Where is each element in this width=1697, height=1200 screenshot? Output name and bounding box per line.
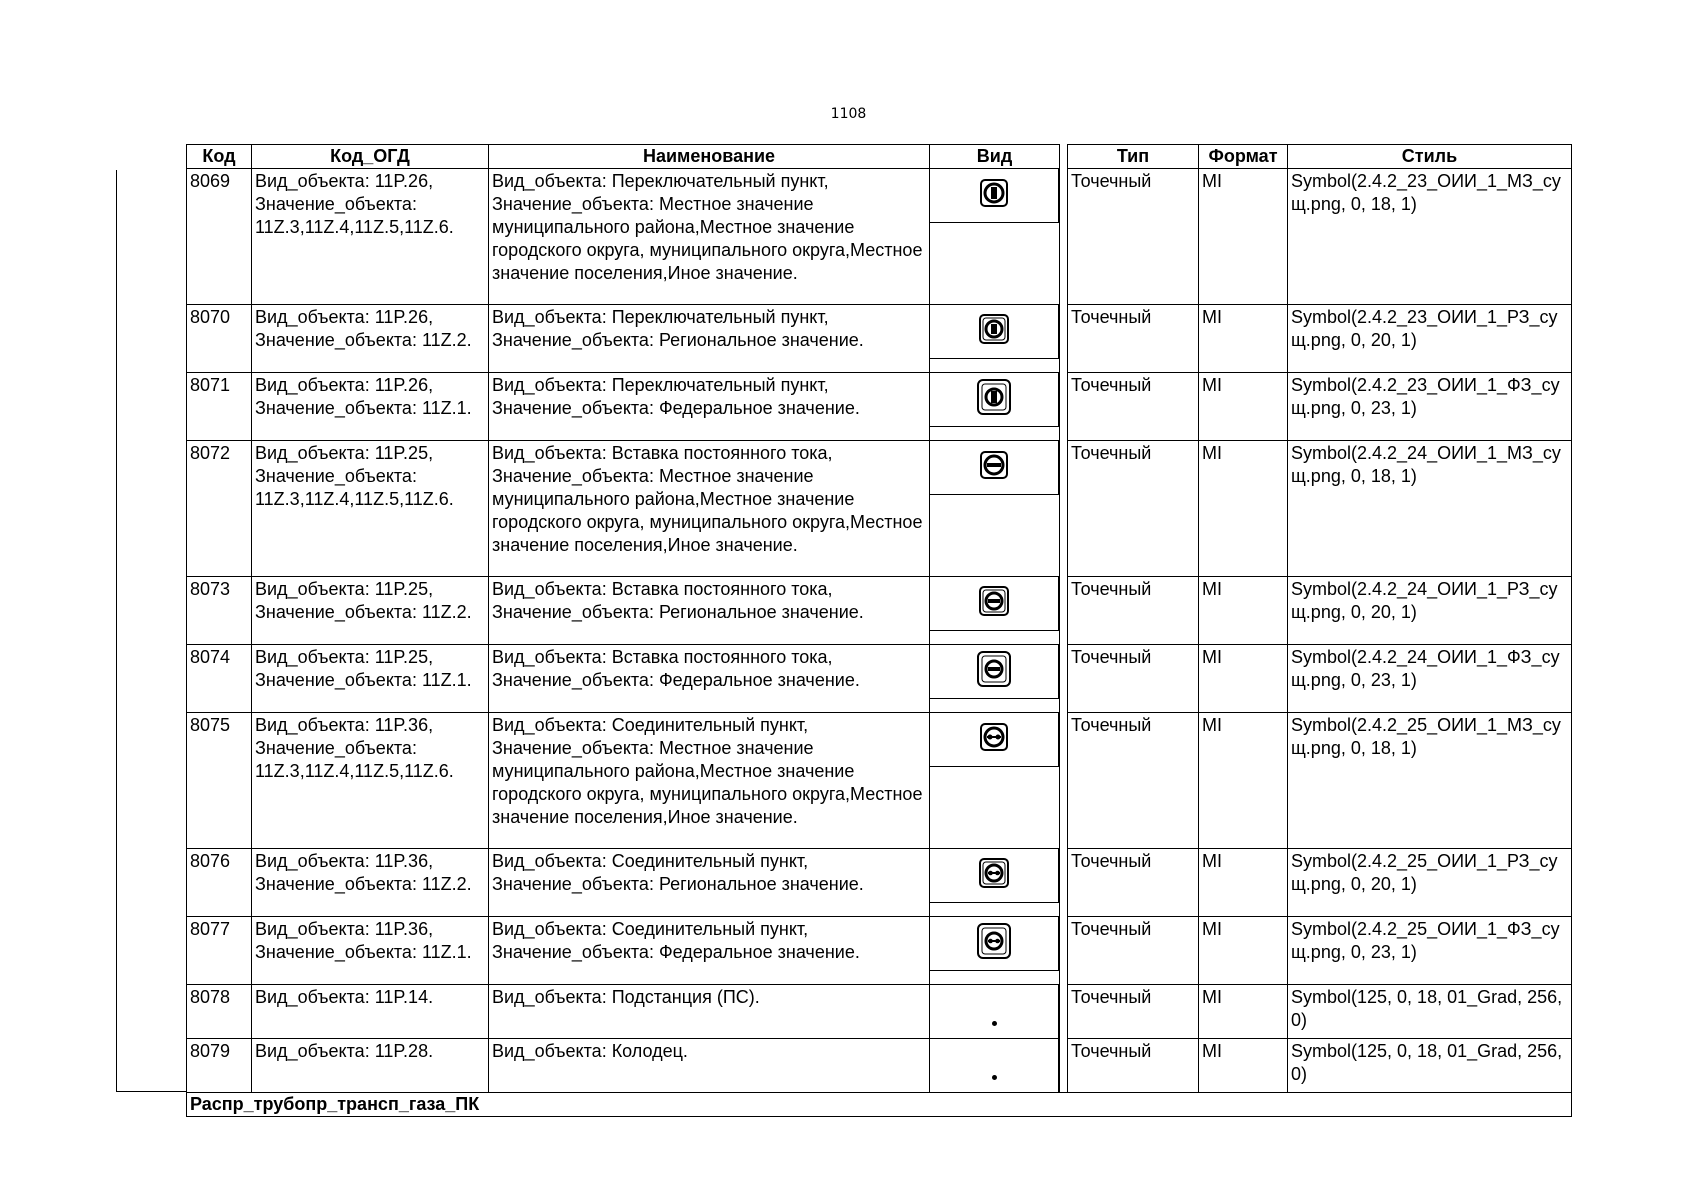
cell-type: Точечный	[1068, 169, 1199, 305]
cell-style: Symbol(125, 0, 18, 01_Grad, 256, 0)	[1288, 985, 1572, 1039]
cell-name: Вид_объекта: Переключательный пункт, Значение_объекта: Местное значение муниципального района,Местное значение городского округа, муниципального округа,Местное значение поселения,Иное значение.	[489, 169, 930, 305]
table-header-row	[187, 145, 1572, 169]
header-gap	[1060, 145, 1068, 169]
dc-insert-icon	[976, 650, 1012, 694]
cell-type: Точечный	[1068, 713, 1199, 849]
table-row	[187, 645, 1572, 713]
cell-style: Symbol(2.4.2_25_ОИИ_1_РЗ_сущ.png, 0, 20, 1)	[1288, 849, 1572, 917]
cell-type: Точечный	[1068, 645, 1199, 713]
cell-ogd: Вид_объекта: 11P.14.	[252, 985, 489, 1039]
cell-type: Точечный	[1068, 373, 1199, 441]
cell-format: MI	[1199, 441, 1288, 577]
header-name: Наименование	[489, 145, 930, 169]
symbol-table	[186, 144, 1572, 1117]
cell-type: Точечный	[1068, 1039, 1199, 1093]
cell-name: Вид_объекта: Подстанция (ПС).	[489, 985, 930, 1039]
table-row	[187, 373, 1572, 441]
table-row	[187, 985, 1572, 1039]
connection-point-icon	[979, 722, 1009, 758]
dot-icon	[992, 1075, 997, 1080]
cell-name: Вид_объекта: Соединительный пункт, Значение_объекта: Региональное значение.	[489, 849, 930, 917]
cell-type: Точечный	[1068, 985, 1199, 1039]
cell-name: Вид_объекта: Вставка постоянного тока, Значение_объекта: Местное значение муниципального района,Местное значение городского округа, муниципального округа,Местное значение поселения,Иное значение.	[489, 441, 930, 577]
cell-style: Symbol(2.4.2_23_ОИИ_1_РЗ_сущ.png, 0, 20, 1)	[1288, 305, 1572, 373]
cell-name: Вид_объекта: Переключательный пункт, Значение_объекта: Федеральное значение.	[489, 373, 930, 441]
cell-style: Symbol(125, 0, 18, 01_Grad, 256, 0)	[1288, 1039, 1572, 1093]
cell-format: MI	[1199, 305, 1288, 373]
cell-ogd: Вид_объекта: 11P.25, Значение_объекта: 11Z.1.	[252, 645, 489, 713]
cell-style: Symbol(2.4.2_24_ОИИ_1_РЗ_сущ.png, 0, 20, 1)	[1288, 577, 1572, 645]
cell-ogd: Вид_объекта: 11P.26, Значение_объекта: 11Z.2.	[252, 305, 489, 373]
cell-name: Вид_объекта: Колодец.	[489, 1039, 930, 1093]
cell-view	[930, 441, 1060, 577]
header-type: Тип	[1068, 145, 1199, 169]
cell-type: Точечный	[1068, 305, 1199, 373]
cell-ogd: Вид_объекта: 11P.36, Значение_объекта: 11Z.1.	[252, 917, 489, 985]
section-row	[187, 1093, 1572, 1117]
table-row	[187, 917, 1572, 985]
section-label: Распр_трубопр_трансп_газа_ПК	[187, 1093, 1572, 1117]
cell-code: 8077	[187, 917, 252, 985]
switch-point-icon	[979, 178, 1009, 214]
cell-name: Вид_объекта: Вставка постоянного тока, Значение_объекта: Региональное значение.	[489, 577, 930, 645]
cell-code: 8073	[187, 577, 252, 645]
cell-format: MI	[1199, 917, 1288, 985]
table-row	[187, 577, 1572, 645]
cell-style: Symbol(2.4.2_24_ОИИ_1_ФЗ_сущ.png, 0, 23, 1)	[1288, 645, 1572, 713]
cell-code: 8079	[187, 1039, 252, 1093]
page-number: 1108	[830, 106, 867, 122]
header-view: Вид	[930, 145, 1060, 169]
header-style: Стиль	[1288, 145, 1572, 169]
cell-ogd: Вид_объекта: 11P.28.	[252, 1039, 489, 1093]
cell-view	[930, 577, 1060, 645]
cell-style: Symbol(2.4.2_23_ОИИ_1_ФЗ_сущ.png, 0, 23, 1)	[1288, 373, 1572, 441]
left-margin-line-end	[116, 1091, 186, 1092]
cell-name: Вид_объекта: Соединительный пункт, Значение_объекта: Федеральное значение.	[489, 917, 930, 985]
cell-view	[930, 713, 1060, 849]
cell-view	[930, 1039, 1060, 1093]
left-margin-line	[116, 170, 117, 1092]
dc-insert-icon	[978, 585, 1010, 623]
cell-format: MI	[1199, 985, 1288, 1039]
table-row	[187, 713, 1572, 849]
cell-format: MI	[1199, 169, 1288, 305]
cell-format: MI	[1199, 577, 1288, 645]
table-row	[187, 305, 1572, 373]
cell-name: Вид_объекта: Переключательный пункт, Значение_объекта: Региональное значение.	[489, 305, 930, 373]
cell-type: Точечный	[1068, 849, 1199, 917]
cell-type: Точечный	[1068, 441, 1199, 577]
cell-view	[930, 373, 1060, 441]
cell-style: Symbol(2.4.2_24_ОИИ_1_МЗ_сущ.png, 0, 18, 1)	[1288, 441, 1572, 577]
cell-style: Symbol(2.4.2_25_ОИИ_1_ФЗ_сущ.png, 0, 23, 1)	[1288, 917, 1572, 985]
cell-view	[930, 917, 1060, 985]
header-code: Код	[187, 145, 252, 169]
cell-ogd: Вид_объекта: 11P.25, Значение_объекта: 11Z.2.	[252, 577, 489, 645]
cell-format: MI	[1199, 645, 1288, 713]
cell-view	[930, 305, 1060, 373]
cell-ogd: Вид_объекта: 11P.36, Значение_объекта: 11Z.2.	[252, 849, 489, 917]
cell-code: 8078	[187, 985, 252, 1039]
switch-point-icon	[976, 378, 1012, 422]
cell-style: Symbol(2.4.2_23_ОИИ_1_МЗ_сущ.png, 0, 18, 1)	[1288, 169, 1572, 305]
cell-view	[930, 849, 1060, 917]
table-row	[187, 1039, 1572, 1093]
table-row	[187, 849, 1572, 917]
cell-code: 8076	[187, 849, 252, 917]
cell-view	[930, 169, 1060, 305]
connection-point-icon	[978, 857, 1010, 895]
cell-ogd: Вид_объекта: 11P.26, Значение_объекта: 11Z.1.	[252, 373, 489, 441]
dot-icon	[992, 1021, 997, 1026]
dc-insert-icon	[979, 450, 1009, 486]
header-format: Формат	[1199, 145, 1288, 169]
cell-format: MI	[1199, 713, 1288, 849]
cell-format: MI	[1199, 1039, 1288, 1093]
cell-view	[930, 645, 1060, 713]
cell-code: 8072	[187, 441, 252, 577]
cell-type: Точечный	[1068, 917, 1199, 985]
cell-code: 8075	[187, 713, 252, 849]
cell-name: Вид_объекта: Вставка постоянного тока, Значение_объекта: Федеральное значение.	[489, 645, 930, 713]
cell-ogd: Вид_объекта: 11P.36, Значение_объекта: 11Z.3,11Z.4,11Z.5,11Z.6.	[252, 713, 489, 849]
header-ogd: Код_ОГД	[252, 145, 489, 169]
cell-code: 8074	[187, 645, 252, 713]
connection-point-icon	[976, 922, 1012, 966]
cell-type: Точечный	[1068, 577, 1199, 645]
cell-name: Вид_объекта: Соединительный пункт, Значение_объекта: Местное значение муниципального района,Местное значение городского округа, муниципального округа,Местное значение поселения,Иное значение.	[489, 713, 930, 849]
cell-ogd: Вид_объекта: 11P.25, Значение_объекта: 11Z.3,11Z.4,11Z.5,11Z.6.	[252, 441, 489, 577]
table-row	[187, 441, 1572, 577]
switch-point-icon	[978, 313, 1010, 351]
table-row	[187, 169, 1572, 305]
cell-code: 8071	[187, 373, 252, 441]
cell-code: 8070	[187, 305, 252, 373]
cell-view	[930, 985, 1060, 1039]
cell-style: Symbol(2.4.2_25_ОИИ_1_МЗ_сущ.png, 0, 18, 1)	[1288, 713, 1572, 849]
cell-code: 8069	[187, 169, 252, 305]
cell-ogd: Вид_объекта: 11P.26, Значение_объекта: 11Z.3,11Z.4,11Z.5,11Z.6.	[252, 169, 489, 305]
cell-format: MI	[1199, 373, 1288, 441]
cell-format: MI	[1199, 849, 1288, 917]
